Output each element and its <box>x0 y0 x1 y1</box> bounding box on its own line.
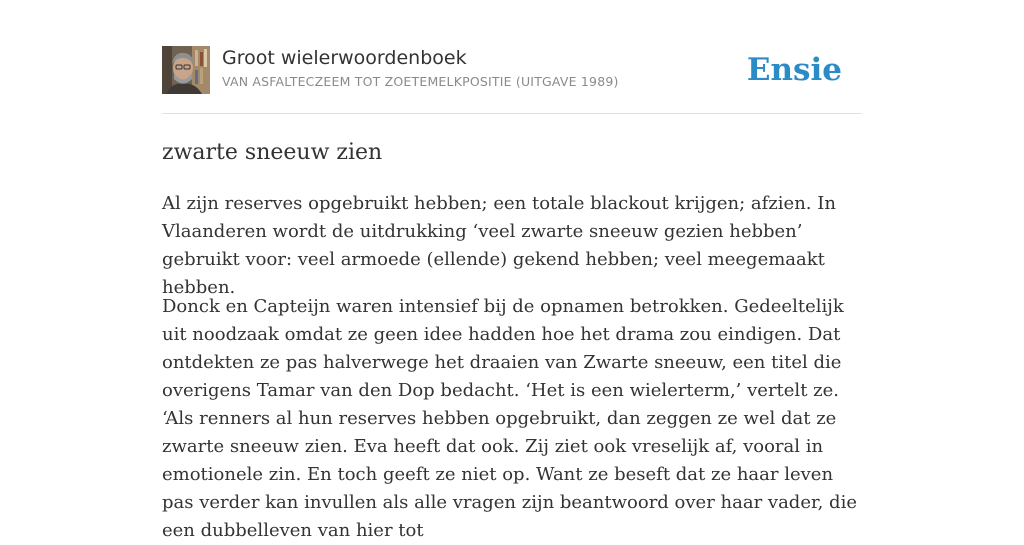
ensie-logo-link[interactable]: Ensie <box>746 52 842 88</box>
header-divider <box>162 113 862 114</box>
book-header <box>162 46 862 96</box>
definition-paragraph: Al zijn reserves opgebruikt hebben; een totale blackout krijgen; afzien. In Vlaanderen wordt de uitdrukking ‘veel zwarte sneeuw gezien hebben’ gebruikt voor: veel armoede (ellende) gekend hebben; veel meegemaakt hebben. <box>162 193 836 298</box>
author-portrait-image <box>162 46 210 94</box>
example-quote-paragraph: Donck en Capteijn waren intensief bij de opnamen betrokken. Gedeeltelijk uit noodzaak omdat ze geen idee hadden hoe het drama zou eindigen. Dat ontdekten ze pas halverwege het draaien van Zwarte sneeuw, een titel die overigens Tamar van den Dop bedacht. ‘Het is een wielerterm,’ vertelt ze. ‘Als renners al hun reserves hebben opgebruikt, dan zeggen ze wel dat ze zwarte sneeuw zien. Eva heeft dat ook. Zij ziet ook vreselijk af, vooral in emotionele zin. En toch geeft ze niet op. Want ze beseft dat ze haar leven pas verder kan invullen als alle vragen zijn beantwoord over haar vader, die een dubbelleven van hier tot <box>162 296 857 541</box>
entry-term-heading: zwarte sneeuw zien <box>162 140 383 165</box>
book-title[interactable]: Groot wielerwoordenboek <box>222 47 467 69</box>
author-avatar[interactable] <box>162 46 210 94</box>
book-subtitle: VAN ASFALTECZEEM TOT ZOETEMELKPOSITIE (UITGAVE 1989) <box>222 74 619 89</box>
